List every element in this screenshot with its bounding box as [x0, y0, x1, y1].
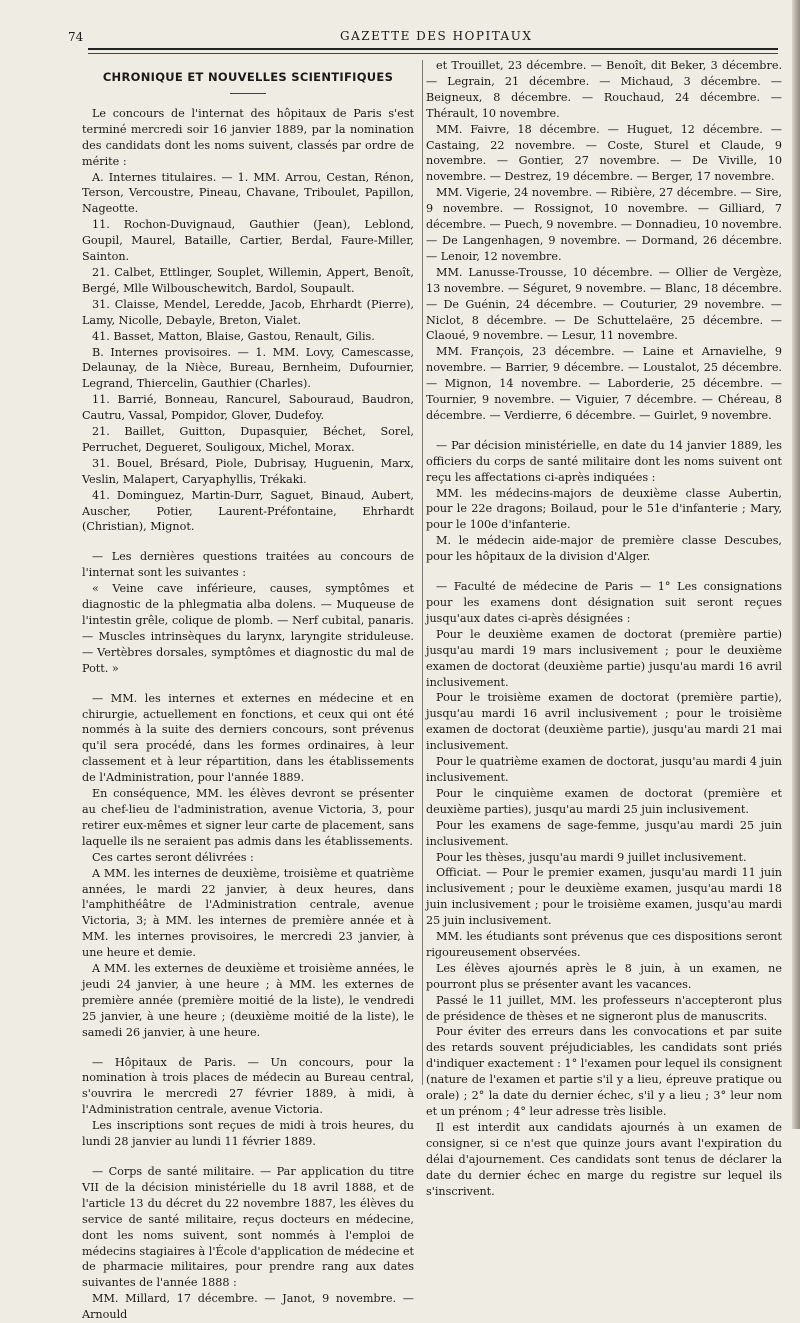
paragraph: Pour le quatrième examen de doctorat, jusqu'au mardi 4 juin inclusivement.: [426, 755, 782, 784]
paragraph: Le concours de l'internat des hôpitaux de Paris s'est terminé mercredi soir 16 janvier 1889, par la nomination des candidats dont les noms suivent, classés par ordre de mérite :: [82, 106, 414, 168]
column-divider: [422, 60, 423, 1085]
running-title: GAZETTE DES HOPITAUX: [340, 29, 533, 43]
paragraph: — Par décision ministérielle, en date du 14 janvier 1889, les officiers du corps de santé militaire dont les noms suivent ont reçu les affectations ci-après indiquées :: [426, 438, 782, 484]
paragraph: MM. Faivre, 18 décembre. — Huguet, 12 décembre. — Castaing, 22 novembre. — Coste, Sturel et Claude, 9 novembre. — Gontier, 27 novembre. — De Viville, 10 novembre. — Destrez, 19 décembre. — Berger, 17 novembre.: [426, 122, 782, 184]
paragraph: Pour le deuxième examen de doctorat (première partie) jusqu'au mardi 19 mars inclusivement ; pour le deuxième examen de doctorat (deuxième partie) jusqu'au mardi 16 avril inclusivement.: [426, 627, 782, 689]
header-rule: [88, 48, 778, 50]
paragraph: 41. Basset, Matton, Blaise, Gastou, Renault, Gilis.: [92, 329, 375, 343]
paragraph: — Corps de santé militaire. — Par application du titre VII de la décision ministérielle du 18 avril 1888, et de l'article 13 du décret du 22 novembre 1887, les élèves du service de santé militaire, reçus docteurs en médecine, dont les noms suivent, sont nommés à l'emploi de médecins stagiaires à l'École d'application de médecine et de pharmacie militaires, pour prendre rang aux dates suivantes de l'année 1888 :: [82, 1165, 414, 1290]
paragraph: Pour éviter des erreurs dans les convocations et par suite des retards souvent préjudiciables, les candidats sont priés d'indiquer exactement : 1° l'examen pour lequel ils consignent (nature de l'examen et partie s'il y a lieu, épreuve pratique ou orale) ; 2° la date du dernier échec, s'il y a lieu ; 3° leur nom et un prénom ; 4° leur adresse très lisible.: [426, 1025, 782, 1118]
paragraph: Pour les thèses, jusqu'au mardi 9 juillet inclusivement.: [436, 850, 747, 864]
page-number: 74: [68, 30, 84, 44]
paragraph: — Les dernières questions traitées au concours de l'internat sont les suivantes :: [82, 550, 414, 580]
paragraph: — Hôpitaux de Paris. — Un concours, pour la nomination à trois places de médecin au Bureau central, s'ouvrira le mercredi 27 février 1889, à midi, à l'Administration centrale, avenue Victoria.: [82, 1055, 414, 1117]
paragraph: 31. Bouel, Brésard, Piole, Dubrisay, Huguenin, Marx, Veslin, Malapert, Caryaphyllis, Trékaki.: [82, 456, 414, 486]
paragraph: 11. Barrié, Bonneau, Rancurel, Sabouraud, Baudron, Cautru, Vassal, Pompidor, Glover, Dudefoy.: [82, 393, 414, 423]
right-column: [426, 58, 782, 1199]
paragraph: En conséquence, MM. les élèves devront se présenter au chef-lieu de l'administration, avenue Victoria, 3, pour retirer eux-mêmes et signer leur carte de placement, sans laquelle ils ne seraient pas admis dans les établissements.: [82, 787, 414, 848]
paragraph: — MM. les internes et externes en médecine et en chirurgie, actuellement en fonctions, et ceux qui ont été nommés à la suite des derniers concours, sont prévenus qu'il sera procédé, dans les formes ordinaires, à leur classement et à leur répartition, dans les établissements de l'Administration, pour l'année 1889.: [82, 691, 414, 785]
paragraph: Pour les examens de sage-femme, jusqu'au mardi 25 juin inclusivement.: [426, 818, 782, 848]
paragraph: M. le médecin aide-major de première classe Descubes, pour les hôpitaux de la division d'Alger.: [426, 534, 782, 564]
paragraph: Les inscriptions sont reçues de midi à trois heures, du lundi 28 janvier au lundi 11 février 1889.: [82, 1119, 414, 1149]
page-edge-shadow: [792, 0, 800, 1129]
paragraph: MM. Vigerie, 24 novembre. — Ribière, 27 décembre. — Sire, 9 novembre. — Rossignot, 10 novembre. — Gilliard, 7 décembre. — Puech, 9 novembre. — Donnadieu, 10 novembre. — De Langenhagen, 9 novembre. — Dormand, 26 décembre. — Lenoir, 12 novembre.: [426, 186, 782, 263]
paragraph: B. Internes provisoires. — 1. MM. Lovy, Camescasse, Delaunay, de la Nièce, Bureau, Bernheim, Dufournier, Legrand, Thiercelin, Gauthier (Charles).: [82, 345, 414, 391]
paragraph: Ces cartes seront délivrées :: [92, 850, 254, 864]
paragraph: MM. Lanusse-Trousse, 10 décembre. — Ollier de Vergèze, 13 novembre. — Séguret, 9 novembre. — Blanc, 18 décembre. — De Guénin, 24 décembre. — Couturier, 29 novembre. — Niclot, 8 décembre. — De Schuttelaëre, 25 décembre. — Claoué, 9 novembre. — Lesur, 11 novembre.: [426, 265, 782, 343]
paragraph: et Trouillet, 23 décembre. — Benoît, dit Beker, 3 décembre. — Legrain, 21 décembre. — Michaud, 3 décembre. — Beigneux, 8 décembre. — Rouchaud, 24 décembre. — Thérault, 10 novembre.: [426, 59, 782, 120]
left-column: [82, 60, 414, 1323]
paragraph: A. Internes titulaires. — 1. MM. Arrou, Cestan, Rénon, Terson, Vercoustre, Pineau, Chavane, Triboulet, Papillon, Nageotte.: [82, 170, 414, 216]
paragraph: Pour le cinquième examen de doctorat (première et deuxième parties), jusqu'au mardi 25 juin inclusivement.: [426, 786, 782, 816]
heading-rule: [230, 93, 266, 94]
paragraph: 11. Rochon-Duvignaud, Gauthier (Jean), Leblond, Goupil, Maurel, Bataille, Cartier, Berdal, Faure-Miller, Sainton.: [82, 218, 414, 264]
header-rule-thin: [88, 53, 778, 54]
paragraph: Il est interdit aux candidats ajournés à un examen de consigner, si ce n'est que quinze jours avant l'expiration du délai d'ajournement. Ces candidats sont tenus de déclarer la date du dernier échec en marge du registre sur lequel ils s'inscrivent.: [426, 1120, 782, 1198]
paragraph: — Faculté de médecine de Paris — 1° Les consignations pour les examens dont désignation suit seront reçues jusqu'aux dates ci-après désignées :: [426, 580, 782, 625]
paragraph: 21. Calbet, Ettlinger, Souplet, Willemin, Appert, Benoît, Bergé, Mlle Wilbouschewitch, Bardol, Soupault.: [82, 265, 414, 295]
paragraph: Passé le 11 juillet, MM. les professeurs n'accepteront plus de présidence de thèses et ne signeront plus de manuscrits.: [426, 993, 782, 1023]
paragraph: MM. les étudiants sont prévenus que ces dispositions seront rigoureusement observées.: [426, 930, 782, 959]
section-heading: CHRONIQUE ET NOUVELLES SCIENTIFIQUES: [102, 70, 394, 84]
paragraph: Les élèves ajournés après le 8 juin, à un examen, ne pourront plus se présenter avant les vacances.: [426, 961, 782, 991]
paragraph: 21. Baillet, Guitton, Dupasquier, Béchet, Sorel, Perruchet, Degueret, Souligoux, Michel, Morax.: [82, 425, 414, 454]
paragraph: 41. Dominguez, Martin-Durr, Saguet, Binaud, Aubert, Auscher, Potier, Laurent-Préfontaine, Ehrhardt (Christian), Mignot.: [82, 488, 414, 534]
paragraph: MM. Millard, 17 décembre. — Janot, 9 novembre. — Arnould: [82, 1292, 414, 1322]
paragraph: MM. François, 23 décembre. — Laine et Arnavielhe, 9 novembre. — Barrier, 9 décembre. — Loustalot, 25 décembre. — Mignon, 14 novembre. — Laborderie, 25 décembre. — Tournier, 9 novembre. — Viguier, 7 décembre. — Chéreau, 8 décembre. — Verdierre, 6 décembre. — Guirlet, 9 novembre.: [426, 345, 782, 422]
paragraph: A MM. les internes de deuxième, troisième et quatrième années, le mardi 22 janvier, à deux heures, dans l'amphithéâtre de l'Administration centrale, avenue Victoria, 3; à MM. les internes de première année et à MM. les internes provisoires, le mercredi 23 janvier, à une heure et demie.: [82, 866, 414, 960]
paragraph: MM. les médecins-majors de deuxième classe Aubertin, pour le 22e dragons; Boilaud, pour le 51e d'infanterie ; Mary, pour le 100e d'infanterie.: [426, 486, 782, 532]
paragraph: Pour le troisième examen de doctorat (première partie), jusqu'au mardi 16 avril inclusivement ; pour le troisième examen de doctorat (deuxième partie), jusqu'au mardi 21 mai inclusivement.: [426, 691, 782, 753]
paragraph: 31. Claisse, Mendel, Leredde, Jacob, Ehrhardt (Pierre), Lamy, Nicolle, Debayle, Breton, Vialet.: [82, 297, 414, 327]
paragraph: « Veine cave inférieure, causes, symptômes et diagnostic de la phlegmatia alba dolens. — Muqueuse de l'intestin grêle, colique de plomb. — Nerf cubital, panaris. — Muscles intrinsèques du larynx, laryngite striduleuse. — Vertèbres dorsales, symptômes et diagnostic du mal de Pott. »: [82, 582, 414, 675]
paragraph: Officiat. — Pour le premier examen, jusqu'au mardi 11 juin inclusivement ; pour le deuxième examen, jusqu'au mardi 18 juin inclusivement ; pour le troisième examen, jusqu'au mardi 25 juin inclusivement.: [426, 866, 782, 928]
paragraph: A MM. les externes de deuxième et troisième années, le jeudi 24 janvier, à une heure ; à MM. les externes de première année (première moitié de la liste), le vendredi 25 janvier, à une heure ; (deuxième moitié de la liste), le samedi 26 janvier, à une heure.: [82, 962, 414, 1039]
